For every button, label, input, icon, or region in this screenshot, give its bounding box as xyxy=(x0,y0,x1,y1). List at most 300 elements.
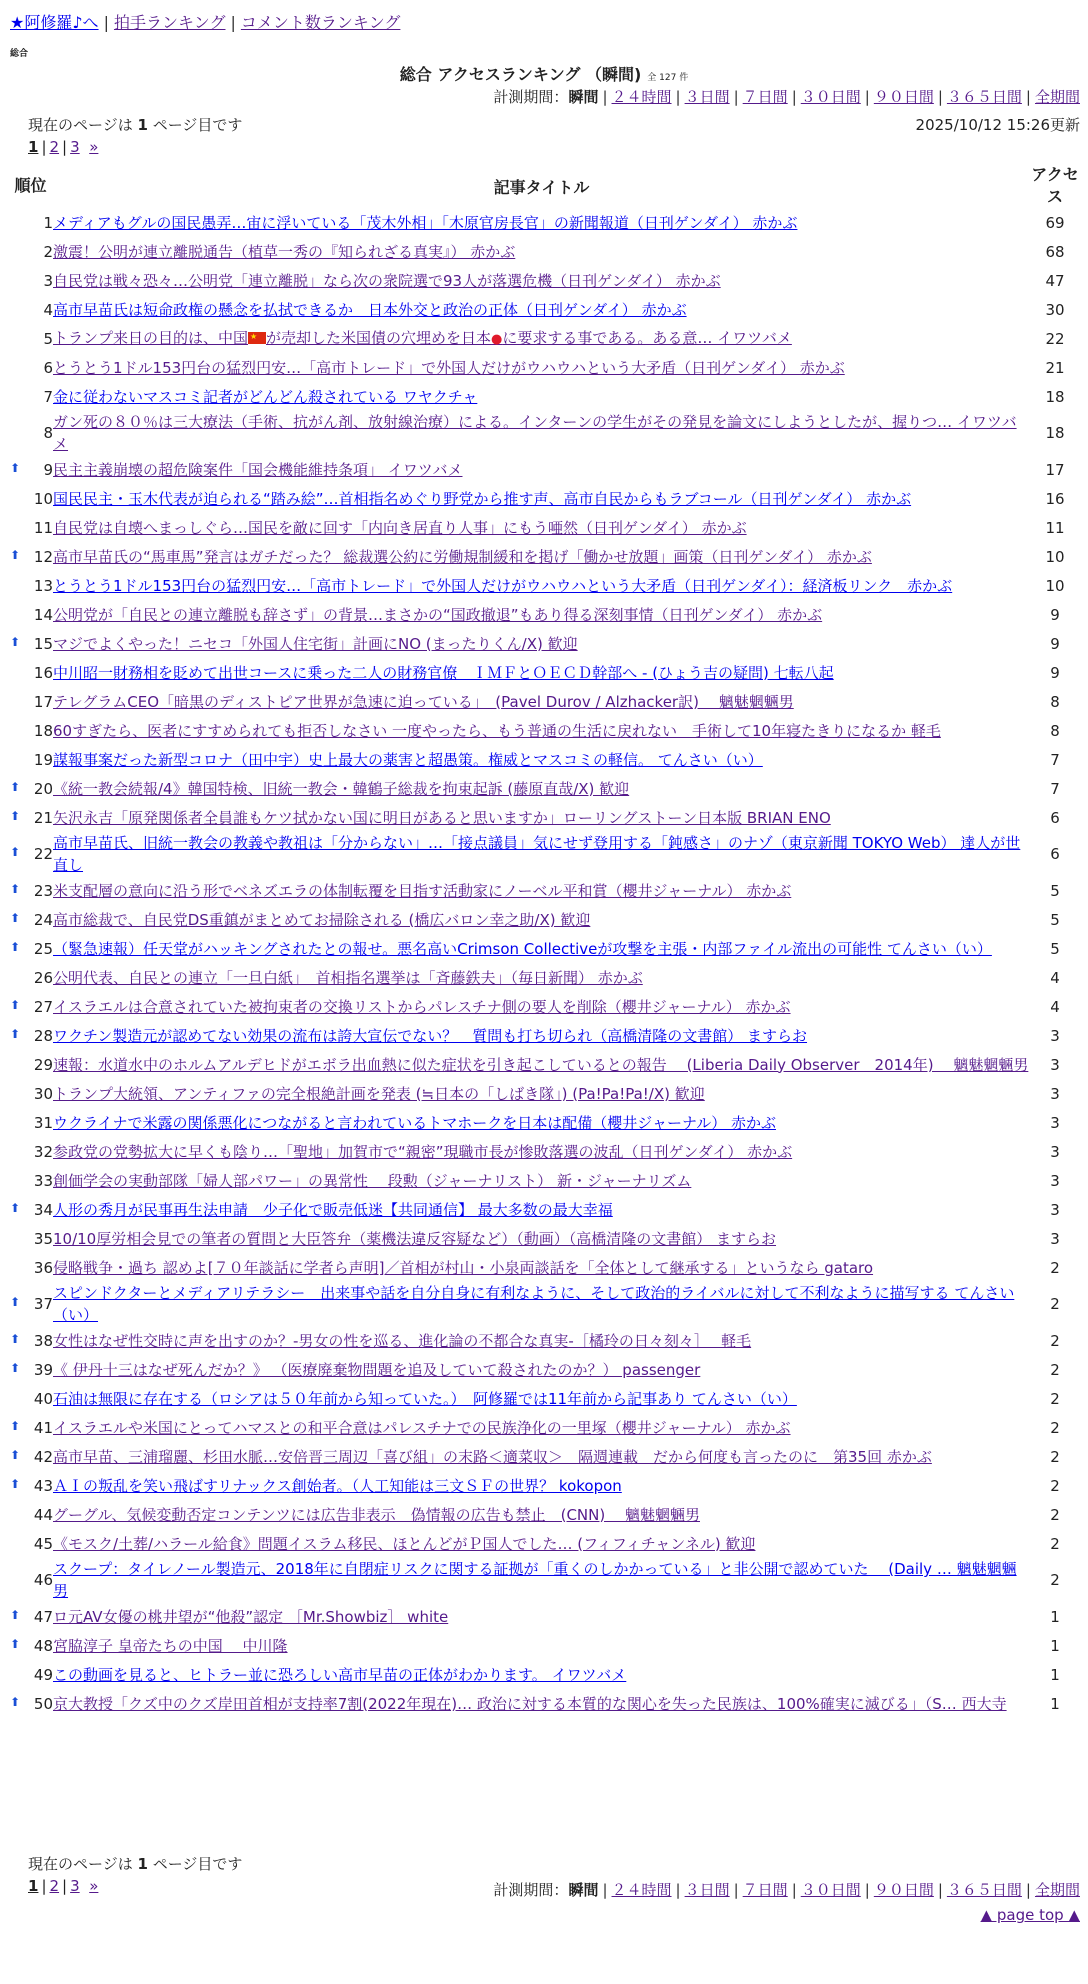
rank-up-arrow-icon: ⬆ xyxy=(10,779,21,794)
table-row xyxy=(8,542,1080,571)
access-count: 4 xyxy=(1050,997,1060,1016)
china-flag-icon xyxy=(248,332,266,344)
rank-cell xyxy=(8,600,53,629)
period-90d-link[interactable]: ９０日間 xyxy=(873,88,934,106)
rank-cell xyxy=(8,1108,53,1137)
pager-page-3[interactable]: 3 xyxy=(70,138,80,156)
title-cell xyxy=(53,513,1030,542)
rank-number: 9 xyxy=(43,460,53,479)
table-row xyxy=(8,1282,1080,1326)
access-count: 2 xyxy=(1050,1360,1060,1379)
article-link[interactable]: 60すぎたら、医者にすすめられても拒否しなさい 一度やったら、もう普通の生活に戻れない 手術して10年寝たきりになるか 軽毛 xyxy=(53,721,941,740)
rank-cell xyxy=(8,803,53,832)
table-row xyxy=(8,1529,1080,1558)
rank-number: 8 xyxy=(43,424,53,442)
rank-up-arrow-icon: ⬆ xyxy=(10,1026,21,1041)
access-count: 7 xyxy=(1050,779,1060,798)
period-30d-link-bottom[interactable]: ３０日間 xyxy=(800,1881,861,1899)
period-7d-link-bottom[interactable]: ７日間 xyxy=(742,1881,788,1899)
article-link[interactable]: 高市早苗氏の“馬車馬”発言はガチだった？ 総裁選公約に労働規制緩和を掲げ「働かせ放題」画策（日刊ゲンダイ） 赤かぶ xyxy=(53,547,872,566)
article-link[interactable]: トランプ大統領、アンティファの完全根絶計画を発表 (≒日本の「しばき隊」) (Pa!Pa!Pa!/X) 歓迎 xyxy=(53,1084,705,1103)
table-row xyxy=(8,1660,1080,1689)
rank-cell xyxy=(8,1224,53,1253)
article-link[interactable]: 石油は無限に存在する（ロシアは５０年前から知っていた。） 阿修羅では11年前から記事あり てんさい（い） xyxy=(53,1389,797,1408)
rank-cell xyxy=(8,1500,53,1529)
rank-up-arrow-icon: ⬆ xyxy=(10,1200,21,1215)
rank-up-arrow-icon: ⬆ xyxy=(10,1418,21,1433)
access-count: 2 xyxy=(1050,1447,1060,1466)
table-row xyxy=(8,1355,1080,1384)
rank-number: 15 xyxy=(33,634,53,653)
article-link[interactable]: トランプ来日の目的は、中国★ が売却した米国債の穴埋めを日本●に要求する事である。ある意… イワツバメ xyxy=(53,329,792,347)
access-count: 2 xyxy=(1050,1331,1060,1350)
table-row xyxy=(8,455,1080,484)
period-current: 瞬間 xyxy=(568,88,599,106)
article-link[interactable]: 高市総裁で、自民党DS重鎮がまとめてお掃除される (橋広バロン幸之助/X) 歓迎 xyxy=(53,910,591,929)
table-row xyxy=(8,876,1080,905)
rank-up-arrow-icon: ⬆ xyxy=(10,1607,21,1622)
rank-cell xyxy=(8,1253,53,1282)
article-link[interactable]: ロ元AV女優の桃井望が“他殺”認定 ［Mr.Showbiz］ white xyxy=(53,1607,449,1626)
article-link[interactable]: 公明代表、自民との連立「一旦白紙」 首相指名選挙は「斉藤鉄夫」（毎日新聞） 赤かぶ xyxy=(53,968,643,987)
rank-number: 35 xyxy=(33,1229,53,1248)
rank-cell xyxy=(8,353,53,382)
title-cell xyxy=(53,571,1030,600)
table-row xyxy=(8,1195,1080,1224)
title-cell xyxy=(53,1602,1030,1631)
period-365d-link-bottom[interactable]: ３６５日間 xyxy=(946,1881,1022,1899)
article-link[interactable]: 《統一教会続報/4》韓国特検、旧統一教会・韓鶴子総裁を拘束起訴 (藤原直哉/X) 歓迎 xyxy=(53,779,630,798)
title-cell xyxy=(53,832,1030,876)
period-selector-top: 計測期間：瞬間 | ２４時間 | ３日間 | ７日間 | ３０日間 | ９０日間 | ３６５日間 | 全期間 xyxy=(493,88,1080,106)
table-row xyxy=(8,934,1080,963)
article-link[interactable]: 京大教授「クズ中のクズ岸田首相が支持率7割(2022年現在)… 政治に対する本質的な関心を失った民族は、100%確実に滅びる」（S… 西大寺 xyxy=(53,1694,1007,1713)
access-count: 2 xyxy=(1050,1534,1060,1553)
article-link[interactable]: ワクチン製造元が認めてない効果の流布は誇大宣伝でない？ 質問も打ち切られ（高橋清隆の文書館） ますらお xyxy=(53,1026,808,1045)
period-3d-link[interactable]: ３日間 xyxy=(684,88,730,106)
rank-cell xyxy=(8,513,53,542)
ranking-rows xyxy=(8,208,1080,1718)
article-link[interactable]: 謀報事案だった新型コロナ（田中宇）史上最大の薬害と超愚策。権威とマスコミの軽信。 てんさい（い） xyxy=(53,750,763,769)
category-label: 総合 xyxy=(10,49,29,59)
rank-cell xyxy=(8,542,53,571)
article-link[interactable]: （緊急速報）任天堂がハッキングされたとの報せ。悪名高いCrimson Collectiveが攻撃を主張・内部ファイル流出の可能性 てんさい（い） xyxy=(53,939,992,958)
rank-number: 23 xyxy=(33,881,53,900)
access-count: 69 xyxy=(1045,213,1065,232)
rank-cell xyxy=(8,237,53,266)
rank-number: 29 xyxy=(33,1055,53,1074)
table-row xyxy=(8,600,1080,629)
access-count: 2 xyxy=(1050,1418,1060,1437)
rank-cell xyxy=(8,774,53,803)
article-link[interactable]: 10/10厚労相会見での筆者の質問と大臣答弁（薬機法違反容疑など）（動画）（高橋清隆の文書館） ますらお xyxy=(53,1229,777,1248)
article-link[interactable]: 公明党が「自民との連立離脱も辞さず」の背景…まさかの“国政撤退”もあり得る深刻事情（日刊ゲンダイ） 赤かぶ xyxy=(53,605,823,624)
rank-cell xyxy=(8,1195,53,1224)
title-cell xyxy=(53,266,1030,295)
asyura-home-link[interactable]: ★阿修羅♪へ xyxy=(10,13,99,32)
title-cell xyxy=(53,1108,1030,1137)
rank-cell xyxy=(8,1282,53,1326)
rank-up-arrow-icon: ⬆ xyxy=(10,939,21,954)
article-link[interactable]: とうとう1ドル153円台の猛烈円安…「高市トレード」で外国人だけがウハウハという大矛盾（日刊ゲンダイ） 赤かぶ xyxy=(53,358,845,377)
access-count: 7 xyxy=(1050,750,1060,769)
title-cell xyxy=(53,934,1030,963)
table-row xyxy=(8,1631,1080,1660)
pager-next[interactable]: » xyxy=(89,138,99,156)
table-row xyxy=(8,1166,1080,1195)
rank-cell xyxy=(8,687,53,716)
access-count: 68 xyxy=(1045,242,1065,261)
rank-number: 36 xyxy=(33,1258,53,1277)
title-cell xyxy=(53,774,1030,803)
access-count: 6 xyxy=(1050,808,1060,827)
title-cell xyxy=(53,411,1030,455)
access-count: 16 xyxy=(1045,489,1065,508)
pager-page-2[interactable]: 2 xyxy=(49,138,60,156)
article-link[interactable]: イスラエルや米国にとってハマスとの和平合意はパレスチナでの民族浄化の一里塚（櫻井ジャーナル） 赤かぶ xyxy=(53,1418,791,1437)
title-cell xyxy=(53,1355,1030,1384)
page-info-top: 現在のページは 1 ページ目です xyxy=(28,116,243,134)
rank-number: 19 xyxy=(33,750,53,769)
article-link[interactable]: 参政党の党勢拡大に早くも陰り…「聖地」加賀市で“親密”現職市長が惨敗落選の波乱（日刊ゲンダイ） 赤かぶ xyxy=(53,1142,793,1161)
rank-number: 11 xyxy=(33,518,53,537)
article-link[interactable]: 高市早苗、三浦瑠麗、杉田水脈…安倍晋三周辺「喜び組」の末路＜適菜収＞ 隔週連載 だから何度も言ったのに 第35回 赤かぶ xyxy=(53,1447,932,1466)
title-cell xyxy=(53,1631,1030,1660)
rank-up-arrow-icon: ⬆ xyxy=(10,997,21,1012)
page-title xyxy=(0,62,1088,85)
title-cell xyxy=(53,1166,1030,1195)
title-cell xyxy=(53,1442,1030,1471)
rank-number: 40 xyxy=(33,1389,53,1408)
rank-number: 28 xyxy=(33,1026,53,1045)
title-cell xyxy=(53,803,1030,832)
article-link[interactable]: メディアもグルの国民愚弄…宙に浮いている「茂木外相」「木原官房長官」の新聞報道（日刊ゲンダイ） 赤かぶ xyxy=(53,213,798,232)
article-link[interactable]: 矢沢永吉「原発関係者全員誰もケツ拭かない国に明日があると思いますか」ローリングストーン日本版 BRIAN ENO xyxy=(53,808,831,827)
applause-ranking-link[interactable]: 拍手ランキング xyxy=(113,13,226,32)
pager-page-3-bottom[interactable]: 3 xyxy=(70,1877,80,1895)
rank-cell xyxy=(8,1442,53,1471)
table-row xyxy=(8,295,1080,324)
access-count: 5 xyxy=(1050,910,1060,929)
article-link[interactable]: 自民党は戦々恐々…公明党「連立離脱」なら次の衆院選で93人が落選危機（日刊ゲンダイ） 赤かぶ xyxy=(53,271,721,290)
rank-number: 27 xyxy=(33,997,53,1016)
pager-current: 1 xyxy=(28,138,39,156)
article-link[interactable]: 民主主義崩壊の超危険案件「国会機能維持条項」 イワツバメ xyxy=(53,460,463,479)
rank-up-arrow-icon: ⬆ xyxy=(10,1476,21,1491)
period-24h-link[interactable]: ２４時間 xyxy=(611,88,672,106)
table-row xyxy=(8,266,1080,295)
article-link[interactable]: スピンドクターとメディアリテラシー 出来事や話を自分自身に有利なように、そして政治的ライバルに対して不利なように描写する てんさい（い） xyxy=(53,1284,1015,1324)
title-cell xyxy=(53,629,1030,658)
rank-cell xyxy=(8,832,53,876)
article-link[interactable]: 国民民主・玉木代表が迫られる“踏み絵”…首相指名めぐり野党から推す声、高市自民からもラブコール（日刊ゲンダイ） 赤かぶ xyxy=(53,489,912,508)
rank-cell xyxy=(8,658,53,687)
rank-cell xyxy=(8,411,53,455)
rank-number: 25 xyxy=(33,939,53,958)
access-count: 2 xyxy=(1050,1258,1060,1277)
japan-flag-icon: ● xyxy=(491,331,503,347)
title-cell xyxy=(53,1384,1030,1413)
title-cell xyxy=(53,324,1030,353)
rank-cell xyxy=(8,934,53,963)
period-7d-link[interactable]: ７日間 xyxy=(742,88,788,106)
rank-cell xyxy=(8,455,53,484)
rank-cell xyxy=(8,905,53,934)
period-24h-link-bottom[interactable]: ２４時間 xyxy=(611,1881,672,1899)
access-count: 3 xyxy=(1050,1084,1060,1103)
rank-up-arrow-icon: ⬆ xyxy=(10,634,21,649)
rank-cell xyxy=(8,992,53,1021)
access-count: 10 xyxy=(1045,547,1065,566)
rank-number: 38 xyxy=(33,1331,53,1350)
table-row xyxy=(8,992,1080,1021)
title-cell xyxy=(53,353,1030,382)
access-count: 8 xyxy=(1050,721,1060,740)
article-link[interactable]: ＡＩの叛乱を笑い飛ばすリナックス創始者。（人工知能は三文ＳＦの世界？ kokopon xyxy=(53,1476,622,1495)
rank-up-arrow-icon: ⬆ xyxy=(10,1360,21,1375)
rank-cell xyxy=(8,571,53,600)
access-count: 2 xyxy=(1050,1505,1060,1524)
table-row xyxy=(8,513,1080,542)
period-all-link-bottom[interactable]: 全期間 xyxy=(1034,1881,1080,1899)
access-count: 3 xyxy=(1050,1113,1060,1132)
title-cell xyxy=(53,1021,1030,1050)
access-count: 1 xyxy=(1050,1607,1060,1626)
access-count: 2 xyxy=(1050,1476,1060,1495)
rank-number: 34 xyxy=(33,1200,53,1219)
rank-number: 26 xyxy=(33,968,53,987)
article-link[interactable]: イスラエルは合意されていた被拘束者の交換リストからパレスチナ側の要人を削除（櫻井ジャーナル） 赤かぶ xyxy=(53,997,791,1016)
access-count: 9 xyxy=(1050,605,1060,624)
title-cell xyxy=(53,1413,1030,1442)
rank-number: 13 xyxy=(33,576,53,595)
access-count: 47 xyxy=(1045,271,1065,290)
article-link[interactable]: 宮脇淳子 皇帝たちの中国 中川隆 xyxy=(53,1636,288,1655)
rank-cell xyxy=(8,629,53,658)
rank-number: 33 xyxy=(33,1171,53,1190)
table-row xyxy=(8,353,1080,382)
access-count: 3 xyxy=(1050,1055,1060,1074)
access-header: アクセス xyxy=(1031,165,1079,206)
rank-number: 45 xyxy=(33,1534,53,1553)
rank-number: 44 xyxy=(33,1505,53,1524)
access-count: 1 xyxy=(1050,1665,1060,1684)
access-count: 21 xyxy=(1045,358,1065,377)
rank-number: 10 xyxy=(33,489,53,508)
title-cell xyxy=(53,208,1030,237)
ranking-title: 総合 アクセスランキング （瞬間) xyxy=(399,65,642,84)
top-links: ★阿修羅♪へ | 拍手ランキング | コメント数ランキング xyxy=(10,13,401,32)
title-cell xyxy=(53,1689,1030,1718)
rank-number: 31 xyxy=(33,1113,53,1132)
access-count: 18 xyxy=(1045,387,1065,406)
title-cell xyxy=(53,745,1030,774)
rank-up-arrow-icon: ⬆ xyxy=(10,547,21,562)
table-row xyxy=(8,1500,1080,1529)
rank-number: 43 xyxy=(33,1476,53,1495)
rank-number: 5 xyxy=(43,329,53,348)
rank-header: 順位 xyxy=(14,176,47,195)
access-count: 5 xyxy=(1050,939,1060,958)
rank-number: 24 xyxy=(33,910,53,929)
table-row xyxy=(8,1471,1080,1500)
comment-ranking-link[interactable]: コメント数ランキング xyxy=(240,13,401,32)
rank-up-arrow-icon: ⬆ xyxy=(10,460,21,475)
article-link[interactable]: グーグル、気候変動否定コンテンツには広告非表示 偽情報の広告も禁止 (CNN) 魑魅魍魎男 xyxy=(53,1505,700,1524)
table-row xyxy=(8,832,1080,876)
title-cell xyxy=(53,1529,1030,1558)
rank-number: 1 xyxy=(43,213,53,232)
access-count: 17 xyxy=(1045,460,1065,479)
rank-number: 32 xyxy=(33,1142,53,1161)
access-count: 3 xyxy=(1050,1171,1060,1190)
rank-number: 49 xyxy=(33,1665,53,1684)
access-count: 3 xyxy=(1050,1200,1060,1219)
article-link[interactable]: 金に従わないマスコミ記者がどんどん殺されている ワヤクチャ xyxy=(53,387,478,406)
rank-cell xyxy=(8,1021,53,1050)
access-count: 5 xyxy=(1050,881,1060,900)
rank-cell xyxy=(8,1689,53,1718)
rank-number: 2 xyxy=(43,242,53,261)
updated-time: 2025/10/12 15:26更新 xyxy=(915,116,1080,134)
period-all-link[interactable]: 全期間 xyxy=(1034,88,1080,106)
article-link[interactable]: 創価学会の実動部隊「婦人部パワー」の異常性 段勲（ジャーナリスト） 新・ジャーナリズム xyxy=(53,1171,692,1190)
article-link[interactable]: 《モスク/土葬/ハラール給食》問題イスラム移民、ほとんどがＰ国人でした… (フィフィチャンネル) 歓迎 xyxy=(53,1534,756,1553)
rank-cell xyxy=(8,1660,53,1689)
table-row xyxy=(8,1224,1080,1253)
title-cell xyxy=(53,1558,1030,1602)
rank-cell xyxy=(8,208,53,237)
access-count: 3 xyxy=(1050,1142,1060,1161)
article-link[interactable]: この動画を見ると、ヒトラー並に恐ろしい高市早苗の正体がわかります。 イワツバメ xyxy=(53,1665,627,1684)
rank-up-arrow-icon: ⬆ xyxy=(10,1331,21,1346)
rank-number: 42 xyxy=(33,1447,53,1466)
article-link[interactable]: 自民党は自壊へまっしぐら…国民を敵に回す「内向き居直り人事」にもう唖然（日刊ゲンダイ） 赤かぶ xyxy=(53,518,747,537)
article-link[interactable]: 中川昭一財務相を貶めて出世コースに乗った二人の財務官僚 ＩＭＦとＯＥＣＤ幹部へ - (ひょう吉の疑問) 七転八起 xyxy=(53,663,834,682)
article-link[interactable]: 米支配層の意向に沿う形でベネズエラの体制転覆を目指す活動家にノーベル平和賞（櫻井ジャーナル） 赤かぶ xyxy=(53,881,792,900)
access-count: 9 xyxy=(1050,634,1060,653)
article-link[interactable]: 人形の秀月が民事再生法申請 少子化で販売低迷【共同通信】 最大多数の最大幸福 xyxy=(53,1200,613,1219)
title-cell xyxy=(53,876,1030,905)
page-top-link[interactable]: ▲ page top ▲ xyxy=(980,1906,1080,1924)
table-row xyxy=(8,1689,1080,1718)
period-90d-link-bottom[interactable]: ９０日間 xyxy=(873,1881,934,1899)
rank-up-arrow-icon: ⬆ xyxy=(10,1295,21,1309)
rank-number: 47 xyxy=(33,1607,53,1626)
rank-cell xyxy=(8,876,53,905)
table-row xyxy=(8,687,1080,716)
article-link[interactable]: テレグラムCEO「暗黒のディストピア世界が急速に迫っている」 (Pavel Durov / Alzhacker訳) 魑魅魍魎男 xyxy=(53,692,794,711)
rank-up-arrow-icon: ⬆ xyxy=(10,845,21,859)
ranking-table xyxy=(8,164,1080,1718)
access-count: 2 xyxy=(1050,1389,1060,1408)
title-cell xyxy=(53,455,1030,484)
rank-cell xyxy=(8,1384,53,1413)
table-row xyxy=(8,905,1080,934)
access-count: 8 xyxy=(1050,692,1060,711)
article-link[interactable]: ウクライナで米露の関係悪化につながると言われているトマホークを日本は配備（櫻井ジャーナル） 赤かぶ xyxy=(53,1113,776,1132)
rank-up-arrow-icon: ⬆ xyxy=(10,1694,21,1709)
access-count: 6 xyxy=(1050,845,1060,863)
total-count: 全 127 件 xyxy=(647,73,689,83)
rank-cell xyxy=(8,716,53,745)
article-link[interactable]: ガン死の８０％は三大療法（手術、抗がん剤、放射線治療）による。インターンの学生がその発見を論文にしようとしたが、握りつ… イワツバメ xyxy=(53,413,1017,453)
access-count: 2 xyxy=(1050,1571,1060,1589)
article-link[interactable]: 速報：水道水中のホルムアルデヒドがエボラ出血熱に似た症状を引き起こしているとの報告 (Liberia Daily Observer 2014年) 魑魅魍魎男 xyxy=(53,1055,1029,1074)
article-link[interactable]: とうとう1ドル153円台の猛烈円安…「高市トレード」で外国人だけがウハウハという大矛盾（日刊ゲンダイ）：経済板リンク 赤かぶ xyxy=(53,576,953,595)
title-cell xyxy=(53,1224,1030,1253)
article-link[interactable]: 激震！公明が連立離脱通告（植草一秀の『知られざる真実』） 赤かぶ xyxy=(53,242,516,261)
table-row xyxy=(8,571,1080,600)
rank-number: 17 xyxy=(33,692,53,711)
rank-cell xyxy=(8,1050,53,1079)
access-count: 4 xyxy=(1050,968,1060,987)
period-30d-link[interactable]: ３０日間 xyxy=(800,88,861,106)
table-row xyxy=(8,382,1080,411)
rank-cell xyxy=(8,1413,53,1442)
table-row xyxy=(8,963,1080,992)
article-link[interactable]: 高市早苗氏は短命政権の懸念を払拭できるか 日本外交と政治の正体（日刊ゲンダイ） 赤かぶ xyxy=(53,300,687,319)
rank-cell xyxy=(8,1602,53,1631)
page-info-bottom: 現在のページは 1 ページ目です xyxy=(28,1855,243,1873)
title-cell xyxy=(53,687,1030,716)
rank-number: 46 xyxy=(33,1571,53,1589)
pager-next-bottom[interactable]: » xyxy=(89,1877,99,1895)
title-cell xyxy=(53,542,1030,571)
period-365d-link[interactable]: ３６５日間 xyxy=(946,88,1022,106)
title-cell xyxy=(53,1079,1030,1108)
rank-up-arrow-icon: ⬆ xyxy=(10,910,21,925)
article-link[interactable]: 女性はなぜ性交時に声を出すのか？-男女の性を巡る、進化論の不都合な真実-［橘玲の日々刻々］ 軽毛 xyxy=(53,1331,752,1350)
title-cell xyxy=(53,1195,1030,1224)
rank-cell xyxy=(8,745,53,774)
article-link[interactable]: マジでよくやった！ニセコ「外国人住宅街」計画にNO (まったりくん/X) 歓迎 xyxy=(53,634,578,653)
table-row xyxy=(8,1050,1080,1079)
rank-number: 30 xyxy=(33,1084,53,1103)
rank-cell xyxy=(8,1166,53,1195)
title-cell xyxy=(53,237,1030,266)
period-3d-link-bottom[interactable]: ３日間 xyxy=(684,1881,730,1899)
table-row xyxy=(8,1137,1080,1166)
rank-cell xyxy=(8,1558,53,1602)
period-selector-bottom: 計測期間：瞬間 | ２４時間 | ３日間 | ７日間 | ３０日間 | ９０日間 | ３６５日間 | 全期間 xyxy=(493,1881,1080,1899)
title-cell xyxy=(53,1253,1030,1282)
article-link[interactable]: 《 伊丹十三はなぜ死んだか？》 （医療廃棄物問題を追及していて殺されたのか？） passenger xyxy=(53,1360,701,1379)
article-link[interactable]: 侵略戦争・過ち 認めよ[７０年談話に学者ら声明]／首相が村山・小泉両談話を「全体として継承する」というなら gataro xyxy=(53,1258,874,1277)
title-cell xyxy=(53,1137,1030,1166)
title-cell xyxy=(53,1471,1030,1500)
pager-page-2-bottom[interactable]: 2 xyxy=(49,1877,60,1895)
table-row xyxy=(8,803,1080,832)
table-row xyxy=(8,324,1080,353)
table-row xyxy=(8,716,1080,745)
rank-cell xyxy=(8,382,53,411)
table-row xyxy=(8,658,1080,687)
title-cell xyxy=(53,382,1030,411)
article-link[interactable]: 高市早苗氏、旧統一教会の教義や教祖は「分からない」…「接点議員」気にせず登用する「鈍感さ」のナゾ（東京新聞 TOKYO Web） 達人が世直し xyxy=(53,834,1021,874)
table-row xyxy=(8,1253,1080,1282)
rank-cell xyxy=(8,1631,53,1660)
access-count: 3 xyxy=(1050,1026,1060,1045)
table-row xyxy=(8,1602,1080,1631)
rank-cell xyxy=(8,484,53,513)
article-link[interactable]: スクープ：タイレノール製造元、2018年に自閉症リスクに関する証拠が「重くのしかかっている」と非公開で認めていた (Daily … 魑魅魍魎男 xyxy=(53,1560,1017,1600)
rank-number: 48 xyxy=(33,1636,53,1655)
title-cell xyxy=(53,992,1030,1021)
table-row xyxy=(8,1021,1080,1050)
title-cell xyxy=(53,1282,1030,1326)
table-row xyxy=(8,1558,1080,1602)
